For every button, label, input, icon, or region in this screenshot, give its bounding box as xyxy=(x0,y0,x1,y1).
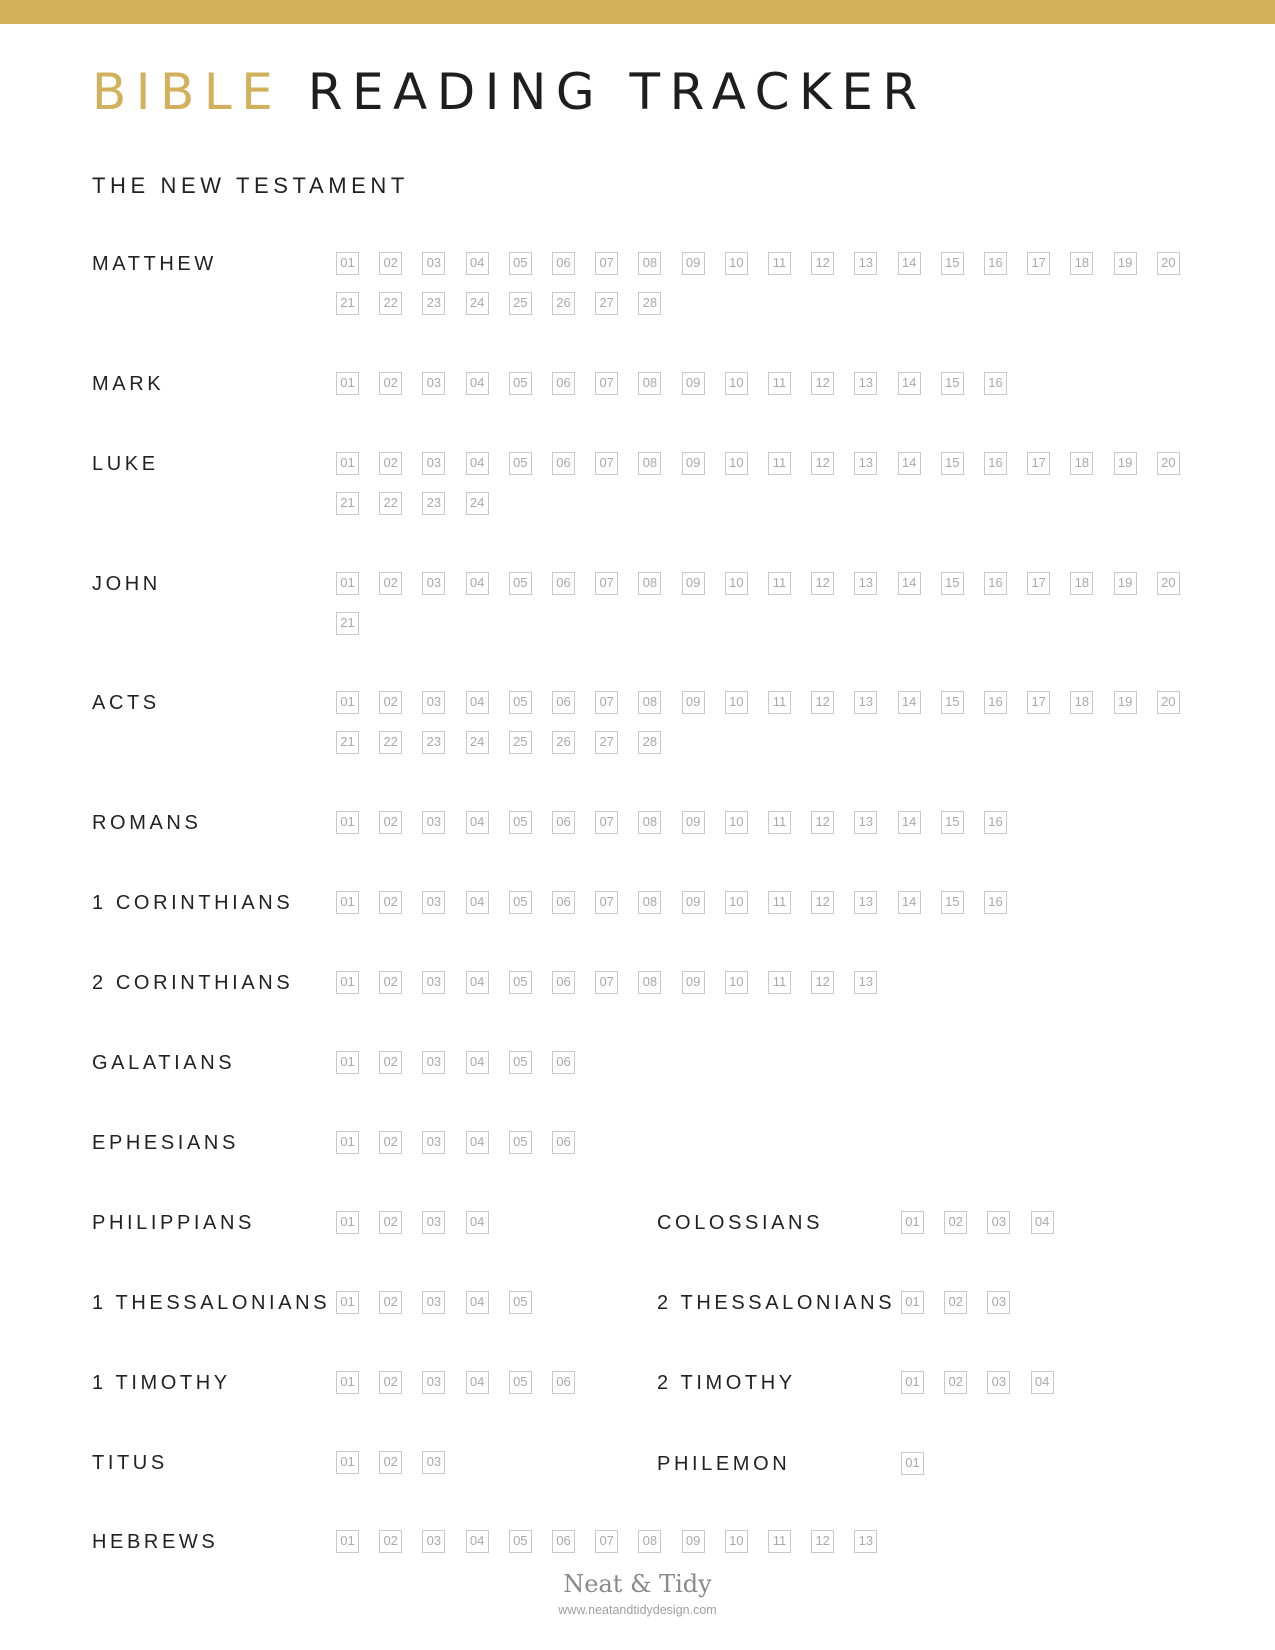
chapter-checkbox-galatians-6[interactable]: 06 xyxy=(552,1051,575,1074)
chapter-checkbox-2-corinthians-11[interactable]: 11 xyxy=(768,971,791,994)
chapter-checkbox-luke-1[interactable]: 01 xyxy=(336,452,359,475)
chapter-checkbox-john-18[interactable]: 18 xyxy=(1070,572,1093,595)
chapter-checkbox-1-thessalonians-3[interactable]: 03 xyxy=(422,1291,445,1314)
chapter-checkbox-ephesians-6[interactable]: 06 xyxy=(552,1131,575,1154)
chapter-checkbox-matthew-21[interactable]: 21 xyxy=(336,292,359,315)
chapter-checkbox-1-timothy-6[interactable]: 06 xyxy=(552,1371,575,1394)
chapter-checkbox-mark-9[interactable]: 09 xyxy=(682,372,705,395)
book-label-philippians: PHILIPPIANS xyxy=(92,1212,255,1234)
chapter-checkbox-matthew-20[interactable]: 20 xyxy=(1157,252,1180,275)
chapter-checkbox-philippians-3[interactable]: 03 xyxy=(422,1211,445,1234)
chapter-checkbox-1-thessalonians-5[interactable]: 05 xyxy=(509,1291,532,1314)
chapter-checkbox-hebrews-5[interactable]: 05 xyxy=(509,1530,532,1553)
chapter-checkbox-luke-8[interactable]: 08 xyxy=(638,452,661,475)
book-label-acts: ACTS xyxy=(92,692,160,714)
chapter-checkbox-2-corinthians-10[interactable]: 10 xyxy=(725,971,748,994)
chapter-checkbox-mark-16[interactable]: 16 xyxy=(984,372,1007,395)
footer-brand-logo: Neat & Tidy xyxy=(563,1570,712,1598)
chapter-checkbox-luke-5[interactable]: 05 xyxy=(509,452,532,475)
chapter-checkbox-luke-7[interactable]: 07 xyxy=(595,452,618,475)
chapter-checkbox-hebrews-4[interactable]: 04 xyxy=(466,1530,489,1553)
chapter-checkbox-ephesians-3[interactable]: 03 xyxy=(422,1131,445,1154)
chapter-checkbox-matthew-17[interactable]: 17 xyxy=(1027,252,1050,275)
chapter-checkbox-colossians-4[interactable]: 04 xyxy=(1031,1211,1054,1234)
chapter-checkbox-ephesians-2[interactable]: 02 xyxy=(379,1131,402,1154)
chapter-checkbox-1-corinthians-5[interactable]: 05 xyxy=(509,891,532,914)
chapter-checkbox-2-corinthians-1[interactable]: 01 xyxy=(336,971,359,994)
chapter-checkbox-1-corinthians-3[interactable]: 03 xyxy=(422,891,445,914)
chapter-checkbox-john-8[interactable]: 08 xyxy=(638,572,661,595)
chapter-checkbox-mark-13[interactable]: 13 xyxy=(854,372,877,395)
chapter-checkbox-colossians-1[interactable]: 01 xyxy=(901,1211,924,1234)
book-label-romans: ROMANS xyxy=(92,812,202,834)
book-label-mark: MARK xyxy=(92,373,165,395)
book-label-1-corinthians: 1 CORINTHIANS xyxy=(92,892,294,914)
title-accent: BIBLE xyxy=(92,63,283,121)
chapter-checkbox-1-corinthians-2[interactable]: 02 xyxy=(379,891,402,914)
chapter-checkbox-mark-12[interactable]: 12 xyxy=(811,372,834,395)
chapter-checkbox-matthew-19[interactable]: 19 xyxy=(1114,252,1137,275)
chapter-checkbox-galatians-1[interactable]: 01 xyxy=(336,1051,359,1074)
chapter-checkbox-2-timothy-3[interactable]: 03 xyxy=(987,1371,1010,1394)
chapter-checkbox-luke-2[interactable]: 02 xyxy=(379,452,402,475)
chapter-checkbox-2-corinthians-6[interactable]: 06 xyxy=(552,971,575,994)
chapter-checkbox-matthew-1[interactable]: 01 xyxy=(336,252,359,275)
chapter-checkbox-romans-9[interactable]: 09 xyxy=(682,811,705,834)
chapter-checkbox-john-13[interactable]: 13 xyxy=(854,572,877,595)
book-label-luke: LUKE xyxy=(92,453,159,475)
chapter-checkbox-acts-17[interactable]: 17 xyxy=(1027,691,1050,714)
chapter-checkbox-matthew-12[interactable]: 12 xyxy=(811,252,834,275)
chapter-checkbox-1-corinthians-6[interactable]: 06 xyxy=(552,891,575,914)
chapter-checkbox-romans-14[interactable]: 14 xyxy=(898,811,921,834)
chapter-checkbox-matthew-23[interactable]: 23 xyxy=(422,292,445,315)
chapter-checkbox-hebrews-3[interactable]: 03 xyxy=(422,1530,445,1553)
chapter-checkbox-2-thessalonians-2[interactable]: 02 xyxy=(944,1291,967,1314)
chapter-checkbox-hebrews-11[interactable]: 11 xyxy=(768,1530,791,1553)
chapter-checkbox-matthew-15[interactable]: 15 xyxy=(941,252,964,275)
book-label-1-thessalonians: 1 THESSALONIANS xyxy=(92,1292,331,1314)
chapter-checkbox-romans-15[interactable]: 15 xyxy=(941,811,964,834)
chapter-checkbox-matthew-4[interactable]: 04 xyxy=(466,252,489,275)
chapter-checkbox-john-17[interactable]: 17 xyxy=(1027,572,1050,595)
chapter-checkbox-acts-14[interactable]: 14 xyxy=(898,691,921,714)
chapter-checkbox-2-corinthians-9[interactable]: 09 xyxy=(682,971,705,994)
chapter-checkbox-mark-11[interactable]: 11 xyxy=(768,372,791,395)
chapter-checkbox-john-14[interactable]: 14 xyxy=(898,572,921,595)
chapter-checkbox-matthew-3[interactable]: 03 xyxy=(422,252,445,275)
chapter-checkbox-1-timothy-5[interactable]: 05 xyxy=(509,1371,532,1394)
chapter-checkbox-mark-5[interactable]: 05 xyxy=(509,372,532,395)
book-label-hebrews: HEBREWS xyxy=(92,1531,219,1553)
chapter-checkbox-acts-16[interactable]: 16 xyxy=(984,691,1007,714)
chapter-checkbox-ephesians-4[interactable]: 04 xyxy=(466,1131,489,1154)
chapter-checkbox-acts-20[interactable]: 20 xyxy=(1157,691,1180,714)
chapter-checkbox-matthew-28[interactable]: 28 xyxy=(638,292,661,315)
chapter-checkbox-1-corinthians-12[interactable]: 12 xyxy=(811,891,834,914)
chapter-checkbox-1-corinthians-11[interactable]: 11 xyxy=(768,891,791,914)
chapter-checkbox-luke-3[interactable]: 03 xyxy=(422,452,445,475)
chapter-checkbox-romans-11[interactable]: 11 xyxy=(768,811,791,834)
chapter-checkbox-luke-23[interactable]: 23 xyxy=(422,492,445,515)
chapter-checkbox-2-corinthians-4[interactable]: 04 xyxy=(466,971,489,994)
chapter-checkbox-luke-12[interactable]: 12 xyxy=(811,452,834,475)
chapter-checkbox-acts-9[interactable]: 09 xyxy=(682,691,705,714)
chapter-checkbox-1-corinthians-16[interactable]: 16 xyxy=(984,891,1007,914)
chapter-checkbox-john-5[interactable]: 05 xyxy=(509,572,532,595)
chapter-checkbox-matthew-11[interactable]: 11 xyxy=(768,252,791,275)
chapter-checkbox-mark-10[interactable]: 10 xyxy=(725,372,748,395)
chapter-checkbox-matthew-9[interactable]: 09 xyxy=(682,252,705,275)
chapter-checkbox-matthew-27[interactable]: 27 xyxy=(595,292,618,315)
chapter-checkbox-acts-24[interactable]: 24 xyxy=(466,731,489,754)
chapter-checkbox-luke-15[interactable]: 15 xyxy=(941,452,964,475)
chapter-checkbox-1-corinthians-1[interactable]: 01 xyxy=(336,891,359,914)
book-label-1-timothy: 1 TIMOTHY xyxy=(92,1372,231,1394)
chapter-checkbox-acts-12[interactable]: 12 xyxy=(811,691,834,714)
chapter-checkbox-acts-28[interactable]: 28 xyxy=(638,731,661,754)
book-label-colossians: COLOSSIANS xyxy=(657,1212,824,1234)
chapter-checkbox-acts-18[interactable]: 18 xyxy=(1070,691,1093,714)
book-label-2-timothy: 2 TIMOTHY xyxy=(657,1372,796,1394)
chapter-checkbox-luke-20[interactable]: 20 xyxy=(1157,452,1180,475)
chapter-checkbox-mark-15[interactable]: 15 xyxy=(941,372,964,395)
chapter-checkbox-mark-14[interactable]: 14 xyxy=(898,372,921,395)
chapter-checkbox-acts-11[interactable]: 11 xyxy=(768,691,791,714)
section-heading: THE NEW TESTAMENT xyxy=(92,173,409,198)
chapter-checkbox-romans-8[interactable]: 08 xyxy=(638,811,661,834)
chapter-checkbox-1-thessalonians-4[interactable]: 04 xyxy=(466,1291,489,1314)
chapter-checkbox-acts-3[interactable]: 03 xyxy=(422,691,445,714)
chapter-checkbox-matthew-6[interactable]: 06 xyxy=(552,252,575,275)
chapter-checkbox-luke-17[interactable]: 17 xyxy=(1027,452,1050,475)
page-title xyxy=(92,60,927,124)
chapter-checkbox-ephesians-1[interactable]: 01 xyxy=(336,1131,359,1154)
chapter-checkbox-romans-1[interactable]: 01 xyxy=(336,811,359,834)
chapter-checkbox-luke-13[interactable]: 13 xyxy=(854,452,877,475)
chapter-checkbox-1-corinthians-10[interactable]: 10 xyxy=(725,891,748,914)
footer-url: www.neatandtidydesign.com xyxy=(558,1603,717,1617)
chapter-checkbox-romans-7[interactable]: 07 xyxy=(595,811,618,834)
chapter-checkbox-2-timothy-4[interactable]: 04 xyxy=(1031,1371,1054,1394)
chapter-checkbox-romans-2[interactable]: 02 xyxy=(379,811,402,834)
chapter-checkbox-acts-5[interactable]: 05 xyxy=(509,691,532,714)
chapter-checkbox-1-timothy-2[interactable]: 02 xyxy=(379,1371,402,1394)
chapter-checkbox-hebrews-10[interactable]: 10 xyxy=(725,1530,748,1553)
chapter-checkbox-2-corinthians-12[interactable]: 12 xyxy=(811,971,834,994)
chapter-checkbox-matthew-14[interactable]: 14 xyxy=(898,252,921,275)
chapter-checkbox-matthew-2[interactable]: 02 xyxy=(379,252,402,275)
chapter-checkbox-acts-6[interactable]: 06 xyxy=(552,691,575,714)
chapter-checkbox-2-corinthians-7[interactable]: 07 xyxy=(595,971,618,994)
chapter-checkbox-john-10[interactable]: 10 xyxy=(725,572,748,595)
chapter-checkbox-luke-4[interactable]: 04 xyxy=(466,452,489,475)
chapter-checkbox-hebrews-12[interactable]: 12 xyxy=(811,1530,834,1553)
chapter-checkbox-luke-24[interactable]: 24 xyxy=(466,492,489,515)
chapter-checkbox-john-4[interactable]: 04 xyxy=(466,572,489,595)
chapter-checkbox-john-2[interactable]: 02 xyxy=(379,572,402,595)
chapter-checkbox-acts-4[interactable]: 04 xyxy=(466,691,489,714)
chapter-checkbox-acts-22[interactable]: 22 xyxy=(379,731,402,754)
chapter-checkbox-2-timothy-2[interactable]: 02 xyxy=(944,1371,967,1394)
chapter-checkbox-matthew-10[interactable]: 10 xyxy=(725,252,748,275)
chapter-checkbox-acts-8[interactable]: 08 xyxy=(638,691,661,714)
chapter-checkbox-titus-1[interactable]: 01 xyxy=(336,1451,359,1474)
chapter-checkbox-1-thessalonians-1[interactable]: 01 xyxy=(336,1291,359,1314)
chapter-checkbox-2-thessalonians-3[interactable]: 03 xyxy=(987,1291,1010,1314)
chapter-checkbox-mark-8[interactable]: 08 xyxy=(638,372,661,395)
chapter-checkbox-1-corinthians-7[interactable]: 07 xyxy=(595,891,618,914)
chapter-checkbox-1-thessalonians-2[interactable]: 02 xyxy=(379,1291,402,1314)
chapter-checkbox-2-timothy-1[interactable]: 01 xyxy=(901,1371,924,1394)
chapter-checkbox-luke-11[interactable]: 11 xyxy=(768,452,791,475)
book-label-galatians: GALATIANS xyxy=(92,1052,236,1074)
chapter-checkbox-acts-27[interactable]: 27 xyxy=(595,731,618,754)
chapter-checkbox-john-19[interactable]: 19 xyxy=(1114,572,1137,595)
chapter-checkbox-john-12[interactable]: 12 xyxy=(811,572,834,595)
chapter-checkbox-romans-3[interactable]: 03 xyxy=(422,811,445,834)
book-label-ephesians: EPHESIANS xyxy=(92,1132,239,1154)
chapter-checkbox-mark-7[interactable]: 07 xyxy=(595,372,618,395)
chapter-checkbox-2-corinthians-5[interactable]: 05 xyxy=(509,971,532,994)
chapter-checkbox-galatians-5[interactable]: 05 xyxy=(509,1051,532,1074)
chapter-checkbox-john-1[interactable]: 01 xyxy=(336,572,359,595)
chapter-checkbox-colossians-2[interactable]: 02 xyxy=(944,1211,967,1234)
chapter-checkbox-luke-16[interactable]: 16 xyxy=(984,452,1007,475)
chapter-checkbox-acts-25[interactable]: 25 xyxy=(509,731,532,754)
chapter-checkbox-1-timothy-3[interactable]: 03 xyxy=(422,1371,445,1394)
book-label-2-corinthians: 2 CORINTHIANS xyxy=(92,972,294,994)
chapter-checkbox-romans-13[interactable]: 13 xyxy=(854,811,877,834)
chapter-checkbox-acts-15[interactable]: 15 xyxy=(941,691,964,714)
chapter-checkbox-titus-3[interactable]: 03 xyxy=(422,1451,445,1474)
chapter-checkbox-1-timothy-4[interactable]: 04 xyxy=(466,1371,489,1394)
chapter-checkbox-matthew-16[interactable]: 16 xyxy=(984,252,1007,275)
chapter-checkbox-mark-4[interactable]: 04 xyxy=(466,372,489,395)
book-label-philemon: PHILEMON xyxy=(657,1453,791,1475)
chapter-checkbox-galatians-2[interactable]: 02 xyxy=(379,1051,402,1074)
chapter-checkbox-mark-2[interactable]: 02 xyxy=(379,372,402,395)
chapter-checkbox-acts-1[interactable]: 01 xyxy=(336,691,359,714)
chapter-checkbox-galatians-4[interactable]: 04 xyxy=(466,1051,489,1074)
chapter-checkbox-1-corinthians-15[interactable]: 15 xyxy=(941,891,964,914)
chapter-checkbox-matthew-24[interactable]: 24 xyxy=(466,292,489,315)
chapter-checkbox-luke-6[interactable]: 06 xyxy=(552,452,575,475)
title-rest: READING TRACKER xyxy=(307,63,927,121)
chapter-checkbox-philippians-4[interactable]: 04 xyxy=(466,1211,489,1234)
chapter-checkbox-mark-3[interactable]: 03 xyxy=(422,372,445,395)
book-label-2-thessalonians: 2 THESSALONIANS xyxy=(657,1292,896,1314)
chapter-checkbox-luke-19[interactable]: 19 xyxy=(1114,452,1137,475)
chapter-checkbox-luke-9[interactable]: 09 xyxy=(682,452,705,475)
chapter-checkbox-1-corinthians-9[interactable]: 09 xyxy=(682,891,705,914)
chapter-checkbox-romans-10[interactable]: 10 xyxy=(725,811,748,834)
chapter-checkbox-john-15[interactable]: 15 xyxy=(941,572,964,595)
chapter-checkbox-john-16[interactable]: 16 xyxy=(984,572,1007,595)
chapter-checkbox-romans-12[interactable]: 12 xyxy=(811,811,834,834)
chapter-checkbox-2-thessalonians-1[interactable]: 01 xyxy=(901,1291,924,1314)
chapter-checkbox-philippians-2[interactable]: 02 xyxy=(379,1211,402,1234)
chapter-checkbox-2-corinthians-8[interactable]: 08 xyxy=(638,971,661,994)
chapter-checkbox-romans-16[interactable]: 16 xyxy=(984,811,1007,834)
chapter-checkbox-hebrews-13[interactable]: 13 xyxy=(854,1530,877,1553)
chapter-checkbox-matthew-5[interactable]: 05 xyxy=(509,252,532,275)
chapter-checkbox-matthew-22[interactable]: 22 xyxy=(379,292,402,315)
chapter-checkbox-john-11[interactable]: 11 xyxy=(768,572,791,595)
chapter-checkbox-acts-2[interactable]: 02 xyxy=(379,691,402,714)
chapter-checkbox-ephesians-5[interactable]: 05 xyxy=(509,1131,532,1154)
chapter-checkbox-john-21[interactable]: 21 xyxy=(336,612,359,635)
chapter-checkbox-philemon-1[interactable]: 01 xyxy=(901,1452,924,1475)
chapter-checkbox-matthew-18[interactable]: 18 xyxy=(1070,252,1093,275)
chapter-checkbox-hebrews-1[interactable]: 01 xyxy=(336,1530,359,1553)
chapter-checkbox-hebrews-7[interactable]: 07 xyxy=(595,1530,618,1553)
chapter-checkbox-romans-5[interactable]: 05 xyxy=(509,811,532,834)
chapter-checkbox-luke-22[interactable]: 22 xyxy=(379,492,402,515)
chapter-checkbox-2-corinthians-3[interactable]: 03 xyxy=(422,971,445,994)
chapter-checkbox-john-3[interactable]: 03 xyxy=(422,572,445,595)
chapter-checkbox-galatians-3[interactable]: 03 xyxy=(422,1051,445,1074)
chapter-checkbox-matthew-26[interactable]: 26 xyxy=(552,292,575,315)
chapter-checkbox-acts-26[interactable]: 26 xyxy=(552,731,575,754)
chapter-checkbox-2-corinthians-13[interactable]: 13 xyxy=(854,971,877,994)
book-label-john: JOHN xyxy=(92,573,161,595)
book-label-matthew: MATTHEW xyxy=(92,253,217,275)
chapter-checkbox-2-corinthians-2[interactable]: 02 xyxy=(379,971,402,994)
chapter-checkbox-matthew-13[interactable]: 13 xyxy=(854,252,877,275)
chapter-checkbox-mark-1[interactable]: 01 xyxy=(336,372,359,395)
chapter-checkbox-acts-19[interactable]: 19 xyxy=(1114,691,1137,714)
chapter-checkbox-1-timothy-1[interactable]: 01 xyxy=(336,1371,359,1394)
chapter-checkbox-john-7[interactable]: 07 xyxy=(595,572,618,595)
chapter-checkbox-hebrews-2[interactable]: 02 xyxy=(379,1530,402,1553)
chapter-checkbox-romans-6[interactable]: 06 xyxy=(552,811,575,834)
chapter-checkbox-1-corinthians-14[interactable]: 14 xyxy=(898,891,921,914)
chapter-checkbox-acts-10[interactable]: 10 xyxy=(725,691,748,714)
chapter-checkbox-colossians-3[interactable]: 03 xyxy=(987,1211,1010,1234)
chapter-checkbox-luke-18[interactable]: 18 xyxy=(1070,452,1093,475)
chapter-checkbox-acts-21[interactable]: 21 xyxy=(336,731,359,754)
top-accent-bar xyxy=(0,0,1275,24)
book-label-titus: TITUS xyxy=(92,1452,168,1474)
chapter-checkbox-john-20[interactable]: 20 xyxy=(1157,572,1180,595)
chapter-checkbox-acts-23[interactable]: 23 xyxy=(422,731,445,754)
chapter-checkbox-hebrews-6[interactable]: 06 xyxy=(552,1530,575,1553)
chapter-checkbox-acts-13[interactable]: 13 xyxy=(854,691,877,714)
chapter-checkbox-luke-10[interactable]: 10 xyxy=(725,452,748,475)
chapter-checkbox-luke-21[interactable]: 21 xyxy=(336,492,359,515)
chapter-checkbox-1-corinthians-4[interactable]: 04 xyxy=(466,891,489,914)
chapter-checkbox-matthew-25[interactable]: 25 xyxy=(509,292,532,315)
chapter-checkbox-philippians-1[interactable]: 01 xyxy=(336,1211,359,1234)
chapter-checkbox-matthew-8[interactable]: 08 xyxy=(638,252,661,275)
chapter-checkbox-romans-4[interactable]: 04 xyxy=(466,811,489,834)
chapter-checkbox-hebrews-8[interactable]: 08 xyxy=(638,1530,661,1553)
chapter-checkbox-john-6[interactable]: 06 xyxy=(552,572,575,595)
chapter-checkbox-1-corinthians-13[interactable]: 13 xyxy=(854,891,877,914)
chapter-checkbox-mark-6[interactable]: 06 xyxy=(552,372,575,395)
chapter-checkbox-titus-2[interactable]: 02 xyxy=(379,1451,402,1474)
chapter-checkbox-acts-7[interactable]: 07 xyxy=(595,691,618,714)
chapter-checkbox-john-9[interactable]: 09 xyxy=(682,572,705,595)
chapter-checkbox-matthew-7[interactable]: 07 xyxy=(595,252,618,275)
chapter-checkbox-hebrews-9[interactable]: 09 xyxy=(682,1530,705,1553)
chapter-checkbox-1-corinthians-8[interactable]: 08 xyxy=(638,891,661,914)
chapter-checkbox-luke-14[interactable]: 14 xyxy=(898,452,921,475)
